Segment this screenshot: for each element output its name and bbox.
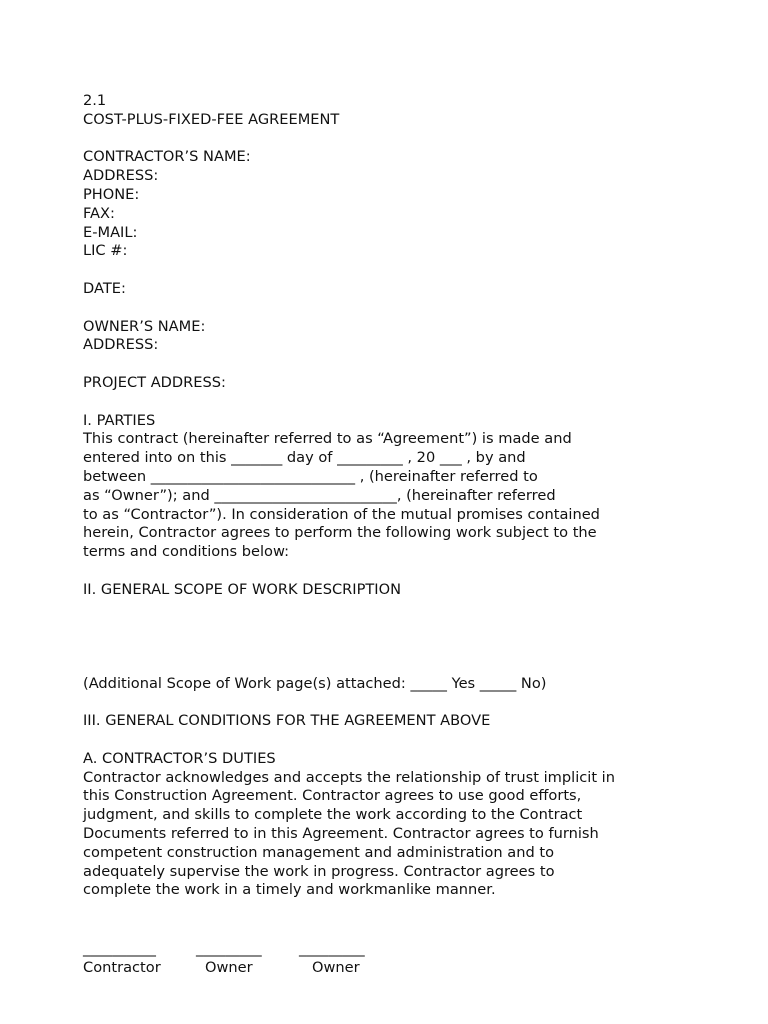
scope-heading: II. GENERAL SCOPE OF WORK DESCRIPTION	[83, 580, 402, 598]
section-number: 2.1	[83, 92, 107, 109]
parties-heading: I. PARTIES	[83, 411, 156, 429]
spacer	[83, 694, 683, 713]
paragraph-line: Documents referred to in this Agreement. Contractor agrees to furnish	[83, 825, 599, 843]
contractor-fax-field: FAX:	[83, 204, 115, 222]
contractor-email-field: E-MAIL:	[83, 223, 138, 241]
spacer	[83, 731, 683, 750]
paragraph-line: adequately supervise the work in progress. Contractor agrees to	[83, 862, 555, 880]
document-title: COST-PLUS-FIXED-FEE AGREEMENT	[83, 110, 340, 128]
paragraph-line: to as “Contractor”). In consideration of the mutual promises contained	[83, 505, 600, 523]
agreement-page	[83, 92, 683, 900]
owner-name-field: OWNER’S NAME:	[83, 317, 206, 335]
paragraph-line: terms and conditions below:	[83, 543, 289, 561]
signature-label: Owner	[312, 958, 360, 976]
signature-label: Owner	[205, 958, 253, 976]
spacer	[83, 355, 683, 374]
spacer	[83, 261, 683, 280]
signature-contractor	[83, 940, 161, 978]
spacer	[83, 130, 683, 149]
duties-section	[83, 750, 683, 900]
contractor-phone-field: PHONE:	[83, 185, 140, 203]
signature-line: _________	[299, 940, 365, 957]
paragraph-line: this Construction Agreement. Contractor agrees to use good efforts,	[83, 787, 582, 805]
owner-address-field: ADDRESS:	[83, 336, 159, 354]
duties-paragraph	[83, 769, 683, 901]
paragraph-line: herein, Contractor agrees to perform the following work subject to the	[83, 524, 597, 542]
conditions-heading: III. GENERAL CONDITIONS FOR THE AGREEMENT ABOVE	[83, 712, 491, 730]
signature-owner-1	[196, 940, 262, 978]
date-field: DATE:	[83, 279, 126, 297]
scope-section	[83, 581, 683, 694]
spacer	[83, 562, 683, 581]
paragraph-line: competent construction management and administration and to	[83, 843, 554, 861]
contractor-address-field: ADDRESS:	[83, 167, 159, 185]
spacer	[83, 656, 683, 675]
spacer	[83, 393, 683, 412]
signature-row	[83, 940, 483, 980]
signature-label: Contractor	[83, 958, 161, 976]
paragraph-line: This contract (hereinafter referred to as “Agreement”) is made and	[83, 430, 572, 448]
duties-heading: A. CONTRACTOR’S DUTIES	[83, 749, 276, 767]
paragraph-line: judgment, and skills to complete the work according to the Contract	[83, 806, 583, 824]
paragraph-line: complete the work in a timely and workmanlike manner.	[83, 881, 496, 899]
paragraph-line: as “Owner”); and _________________________, (hereinafter referred	[83, 486, 556, 504]
scope-attached-line: (Additional Scope of Work page(s) attached: _____ Yes _____ No)	[83, 674, 547, 692]
scope-blank-area	[83, 600, 683, 656]
contractor-name-field: CONTRACTOR’S NAME:	[83, 148, 251, 166]
paragraph-line: between ____________________________ , (hereinafter referred to	[83, 467, 538, 485]
contractor-info-block	[83, 148, 683, 261]
signature-line: _________	[196, 940, 262, 957]
parties-section	[83, 412, 683, 562]
parties-paragraph	[83, 430, 683, 562]
signature-owner-2	[299, 940, 365, 978]
project-address-field: PROJECT ADDRESS:	[83, 373, 226, 391]
spacer	[83, 299, 683, 318]
contractor-license-field: LIC #:	[83, 242, 128, 260]
owner-info-block	[83, 318, 683, 356]
paragraph-line: entered into on this _______ day of _________ , 20 ___ , by and	[83, 449, 526, 467]
signature-line: __________	[83, 940, 156, 957]
paragraph-line: Contractor acknowledges and accepts the relationship of trust implicit in	[83, 768, 615, 786]
